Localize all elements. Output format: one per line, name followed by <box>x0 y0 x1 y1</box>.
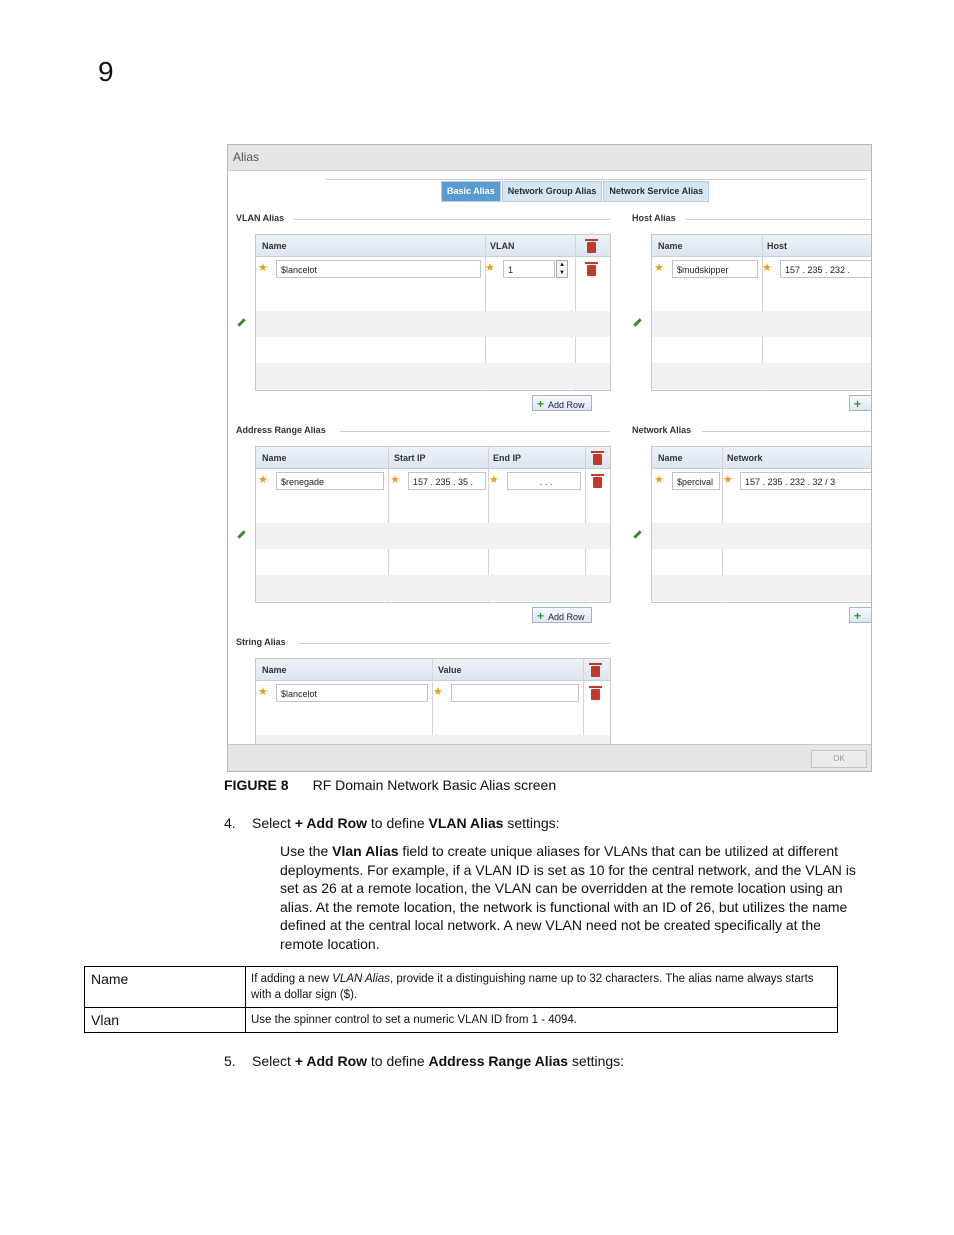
window-footer <box>228 744 871 771</box>
network-add-row-button[interactable] <box>849 607 872 623</box>
address-range-name-input[interactable]: $renegade <box>276 472 384 490</box>
column-header-vlan: VLAN <box>490 241 515 251</box>
string-alias-name-input[interactable]: $lancelot <box>276 684 428 702</box>
required-star-icon: ★ <box>258 686 268 698</box>
plus-icon: + <box>854 609 862 623</box>
network-alias-heading: Network Alias <box>632 425 692 435</box>
table-row <box>85 1008 838 1033</box>
required-star-icon: ★ <box>258 262 268 274</box>
column-header-end-ip: End IP <box>493 453 522 463</box>
host-alias-name-input[interactable]: $mudskipper <box>672 260 758 278</box>
delete-all-icon[interactable] <box>587 242 596 253</box>
tab-network-service-alias[interactable]: Network Service Alias <box>603 181 709 202</box>
tab-network-group-alias[interactable]: Network Group Alias <box>502 181 603 202</box>
parameter-name: Vlan <box>85 1008 246 1033</box>
alias-tabs <box>441 181 710 202</box>
required-star-icon: ★ <box>258 474 268 486</box>
chapter-number: 9 <box>98 56 114 87</box>
column-header-name: Name <box>262 241 287 251</box>
vlan-spinner[interactable]: ▲ ▼ <box>556 260 568 278</box>
ok-button[interactable]: OK <box>811 750 867 768</box>
edit-pencil-icon[interactable] <box>633 318 641 326</box>
delete-row-icon[interactable] <box>591 689 600 700</box>
column-header-name: Name <box>658 241 683 251</box>
vlan-alias-description: Use the Vlan Alias field to create unique aliases for VLANs that can be utilized at different deployments. For example, if a VLAN ID is set as 10 for the central network, and the VLAN is set as 26 at a remote location, the VLAN can be overridden at the remote location using an alias. At the remote location, the network is functional with an ID of 26, but utilizes the name defined at the central local network. A new VLAN need not be created specifically at the remote location. <box>280 843 856 952</box>
tab-basic-alias[interactable]: Basic Alias <box>441 181 501 202</box>
host-alias-heading: Host Alias <box>632 213 676 223</box>
parameter-name: Name <box>85 967 246 1008</box>
step-4-number: 4. <box>224 815 236 831</box>
vlan-id-input[interactable]: 1 <box>503 260 555 278</box>
vlan-alias-grid <box>255 234 611 391</box>
window-title: Alias <box>233 150 260 164</box>
required-star-icon: ★ <box>654 262 664 274</box>
host-alias-grid <box>651 234 872 391</box>
required-star-icon: ★ <box>390 474 400 486</box>
required-star-icon: ★ <box>485 262 495 274</box>
step-4-text: Select + Add Row to define VLAN Alias settings: <box>252 815 560 831</box>
step-5-number: 5. <box>224 1053 236 1069</box>
column-header-start-ip: Start IP <box>394 453 426 463</box>
parameter-description: Use the spinner control to set a numeric VLAN ID from 1 - 4094. <box>246 1008 838 1033</box>
end-ip-input[interactable]: . . . <box>507 472 581 490</box>
network-alias-grid <box>651 446 872 603</box>
vlan-alias-parameter-table <box>84 966 838 1033</box>
string-value-input[interactable] <box>451 684 579 702</box>
window-titlebar <box>228 145 871 171</box>
column-header-name: Name <box>658 453 683 463</box>
address-range-add-row-button[interactable]: + Add Row <box>532 607 592 623</box>
edit-pencil-icon[interactable] <box>633 530 641 538</box>
start-ip-input[interactable]: 157 . 235 . 35 . <box>408 472 486 490</box>
delete-row-icon[interactable] <box>593 477 602 488</box>
column-header-host: Host <box>767 241 787 251</box>
delete-all-icon[interactable] <box>591 666 600 677</box>
column-header-name: Name <box>262 665 287 675</box>
delete-row-icon[interactable] <box>587 265 596 276</box>
delete-all-icon[interactable] <box>593 454 602 465</box>
required-star-icon: ★ <box>762 262 772 274</box>
figure-label: FIGURE 8 <box>224 777 289 793</box>
vlan-alias-name-input[interactable]: $lancelot <box>276 260 481 278</box>
required-star-icon: ★ <box>433 686 443 698</box>
plus-icon: + <box>537 609 545 623</box>
alias-screenshot <box>227 144 872 772</box>
vlan-alias-heading: VLAN Alias <box>236 213 285 223</box>
vlan-add-row-button[interactable]: + Add Row <box>532 395 592 411</box>
column-header-value: Value <box>438 665 462 675</box>
required-star-icon: ★ <box>654 474 664 486</box>
host-add-row-button[interactable] <box>849 395 872 411</box>
required-star-icon: ★ <box>723 474 733 486</box>
plus-icon: + <box>537 397 545 411</box>
step-5-text: Select + Add Row to define Address Range Alias settings: <box>252 1053 625 1069</box>
address-range-alias-grid <box>255 446 611 603</box>
required-star-icon: ★ <box>489 474 499 486</box>
table-row <box>85 967 838 1008</box>
edit-pencil-icon[interactable] <box>237 530 245 538</box>
host-ip-input[interactable]: 157 . 235 . 232 . <box>780 260 872 278</box>
figure-caption <box>224 777 556 793</box>
parameter-description: If adding a new VLAN Alias, provide it a distinguishing name up to 32 characters. The alias name always starts with a dollar sign ($). <box>246 967 838 1008</box>
address-range-alias-heading: Address Range Alias <box>236 425 326 435</box>
figure-title: RF Domain Network Basic Alias screen <box>312 777 557 793</box>
edit-pencil-icon[interactable] <box>237 318 245 326</box>
string-alias-heading: String Alias <box>236 637 286 647</box>
network-input[interactable]: 157 . 235 . 232 . 32 / 3 <box>740 472 872 490</box>
network-alias-name-input[interactable]: $percival <box>672 472 720 490</box>
column-header-network: Network <box>727 453 763 463</box>
plus-icon: + <box>854 397 862 411</box>
column-header-name: Name <box>262 453 287 463</box>
